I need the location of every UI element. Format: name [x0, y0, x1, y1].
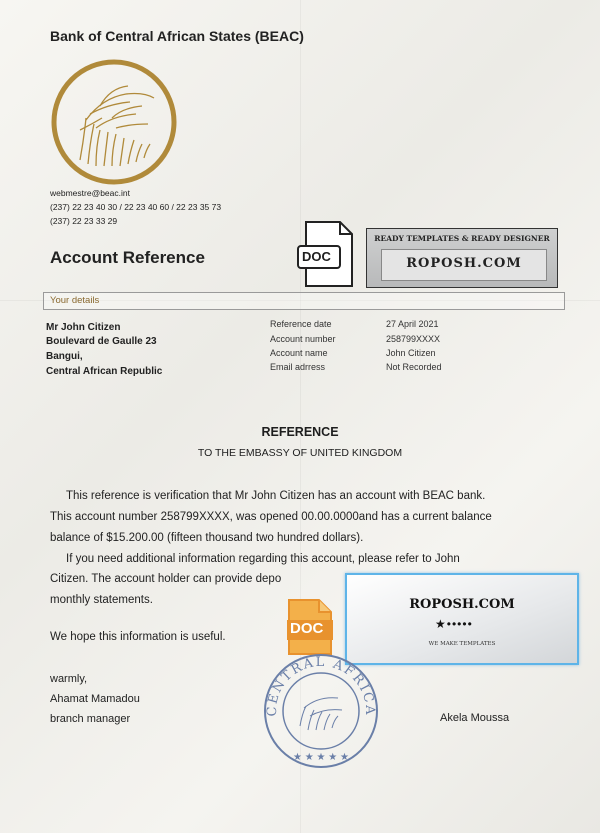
ref-value: 258799XXXX — [386, 334, 441, 344]
contact-phone: (237) 22 23 33 29 — [50, 216, 118, 226]
recipient-country: Central African Republic — [46, 366, 163, 377]
ref-value: 27 April 2021 — [386, 319, 439, 329]
second-signer: Akela Moussa — [440, 712, 510, 724]
watermark-tagline: WE MAKE TEMPLATES — [428, 641, 496, 647]
ref-value: John Citizen — [386, 348, 436, 358]
roposh-watermark — [345, 573, 579, 665]
letter-line: This reference is verification that Mr John Citizen has an account with BEAC bank. — [66, 490, 486, 502]
ref-label: Reference date — [270, 319, 332, 329]
letter-line: balance of $15.200.00 (fifteen thousand two hundred dollars). — [50, 532, 364, 544]
letter-line: If you need additional information regarding this account, please refer to John — [66, 553, 460, 565]
promo-site: ROPOSH.COM — [406, 256, 522, 271]
letter-line: monthly statements. — [50, 594, 153, 606]
beac-logo-icon — [50, 58, 178, 186]
contact-email: webmestre@beac.int — [50, 188, 130, 198]
promo-inner — [381, 249, 547, 281]
official-stamp — [262, 652, 380, 770]
contact-phone: (237) 22 23 40 30 / 22 23 40 60 / 22 23 35 73 — [50, 202, 222, 212]
doc-file-icon — [296, 220, 356, 290]
letter-subheading: TO THE EMBASSY OF UNITED KINGDOM — [197, 447, 403, 459]
promo-tagline: READY TEMPLATES & READY DESIGNER — [374, 234, 550, 243]
letter-line: Citizen. The account holder can provide depo — [50, 573, 282, 585]
doc-watermark-icon — [285, 598, 335, 656]
ref-label: Email adrress — [270, 362, 326, 372]
closing: warmly, — [50, 673, 88, 685]
ref-label: Account number — [270, 334, 336, 344]
watermark-site: ROPOSH.COM — [409, 597, 515, 612]
recipient-street: Boulevard de Gaulle 23 — [46, 336, 157, 347]
svg-text:CENTRAL AFRICA — [265, 655, 377, 717]
doc-watermark-label: DOC — [290, 620, 324, 637]
star-icon: ★••••• — [435, 617, 473, 631]
letter-line: We hope this information is useful. — [50, 631, 226, 643]
section-label: Your details — [50, 295, 100, 306]
doc-icon-label: DOC — [302, 249, 331, 264]
signer-name: Ahamat Mamadou — [50, 693, 140, 705]
star-icon: ★ ★ ★ ★ ★ — [293, 752, 349, 763]
document-title: Account Reference — [50, 248, 205, 267]
stamp-text: CENTRAL AFRICA — [264, 654, 378, 717]
ref-label: Account name — [270, 348, 328, 358]
ref-value: Not Recorded — [386, 362, 442, 372]
recipient-city: Bangui, — [46, 351, 83, 362]
bank-name: Bank of Central African States (BEAC) — [50, 28, 304, 44]
letter-heading: REFERENCE — [261, 425, 339, 439]
promo-banner — [366, 228, 558, 288]
letter-line: This account number 258799XXXX, was opened 00.00.0000and has a current balance — [50, 511, 492, 523]
signer-title: branch manager — [50, 713, 131, 725]
your-details-bar — [43, 292, 565, 310]
recipient-name: Mr John Citizen — [46, 322, 121, 333]
